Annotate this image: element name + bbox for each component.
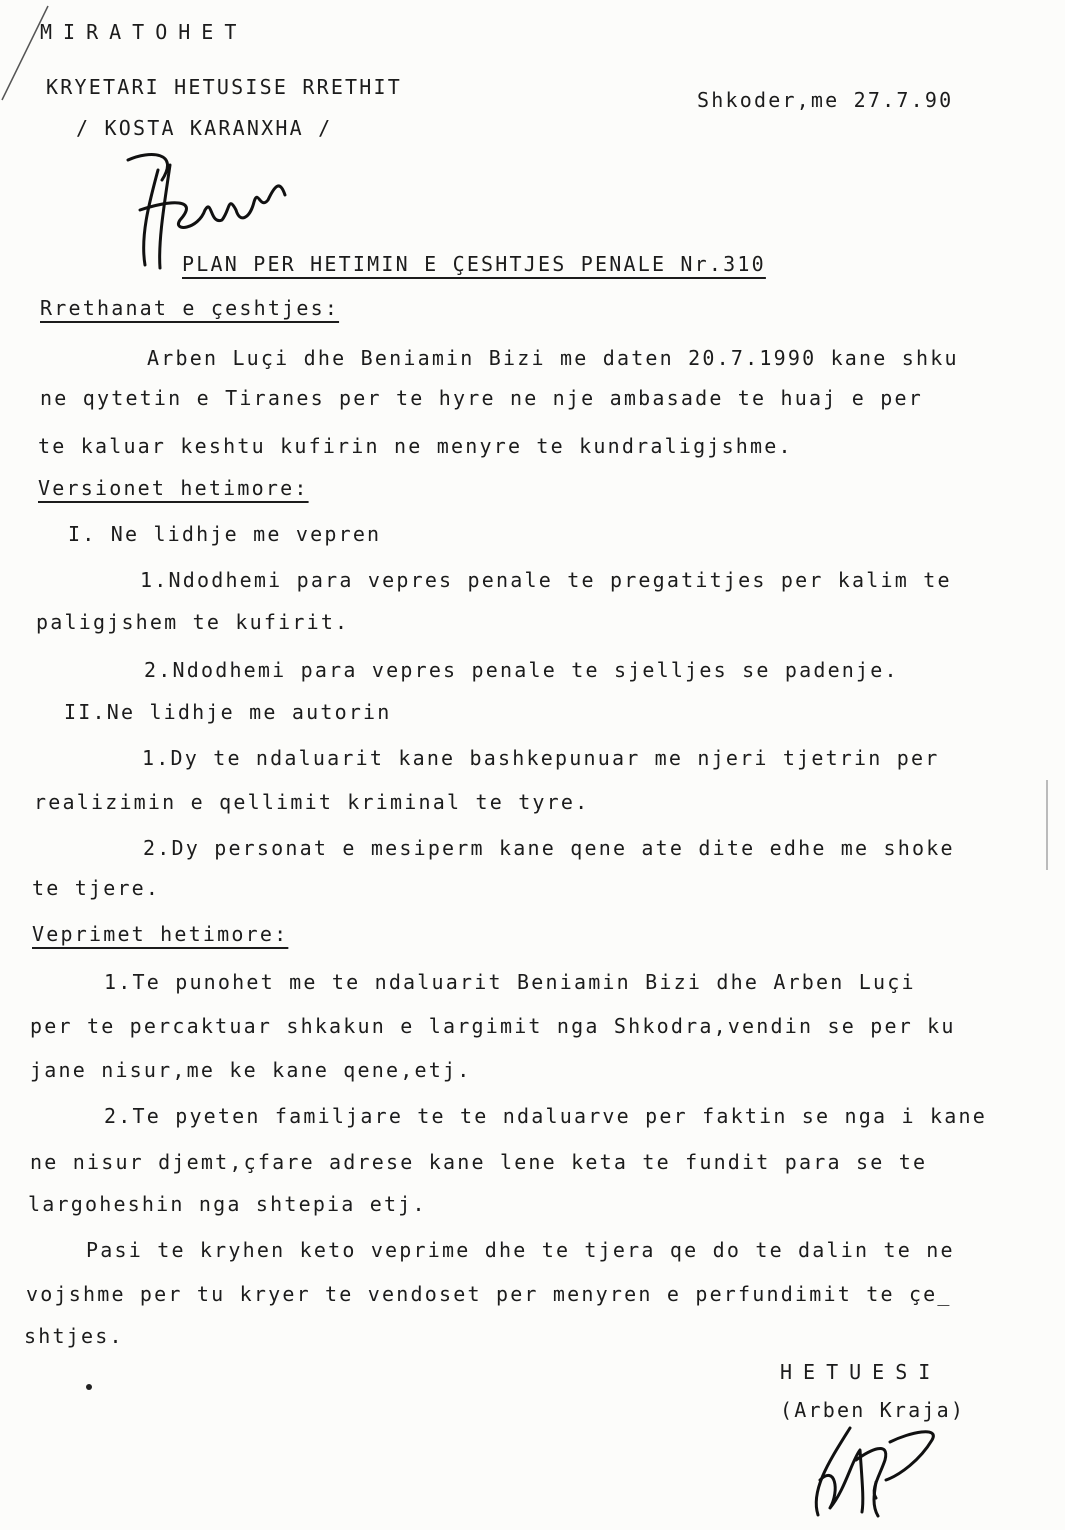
- version-item: 1.Ndodhemi para vepres penale te pregatitjes per kalim te: [140, 568, 952, 592]
- action-line: 2.Te pyeten familjare te te ndaluarve per faktin se nga i kane: [104, 1104, 987, 1128]
- section-heading-versions: Versionet hetimore:: [38, 476, 309, 500]
- document-title: PLAN PER HETIMIN E ÇESHTJES PENALE Nr.310: [182, 252, 766, 276]
- paper-edge-mark: [1046, 780, 1048, 870]
- approval-position: KRYETARI HETUSISE RRETHIT: [46, 75, 403, 99]
- action-line: ne nisur djemt,çfare adrese kane lene keta te fundit para se te: [30, 1150, 928, 1174]
- action-line: 1.Te punohet me te ndaluarit Beniamin Bizi dhe Arben Luçi: [104, 970, 916, 994]
- action-line: Pasi te kryhen keto veprime dhe te tjera qe do te dalin te ne: [86, 1238, 955, 1262]
- action-line: jane nisur,me ke kane qene,etj.: [30, 1058, 472, 1082]
- action-line: shtjes.: [24, 1324, 124, 1348]
- place-date: Shkoder,me 27.7.90: [697, 88, 954, 112]
- investigator-title: HETUESI: [780, 1360, 942, 1384]
- investigator-signature: [790, 1420, 960, 1530]
- circumstances-line: Arben Luçi dhe Beniamin Bizi me daten 20.7.1990 kane shku: [147, 346, 959, 370]
- version-group-heading: II.Ne lidhje me autorin: [64, 700, 392, 724]
- version-item: te tjere.: [32, 876, 161, 900]
- version-group-heading: I. Ne lidhje me vepren: [68, 522, 382, 546]
- version-item: 2.Ndodhemi para vepres penale te sjelljes se padenje.: [144, 658, 899, 682]
- circumstances-line: ne qytetin e Tiranes per te hyre ne nje ambasade te huaj e per: [40, 386, 923, 410]
- version-item: 2.Dy personat e mesiperm kane qene ate dite edhe me shoke: [143, 836, 955, 860]
- version-item: paligjshem te kufirit.: [36, 610, 350, 634]
- action-line: vojshme per tu kryer te vendoset per menyren e perfundimit te çe_: [26, 1282, 952, 1306]
- version-item: realizimin e qellimit kriminal te tyre.: [34, 790, 590, 814]
- ink-dot: [86, 1384, 92, 1390]
- approval-title: MIRATOHET: [40, 20, 248, 44]
- investigator-name: (Arben Kraja): [780, 1398, 966, 1422]
- section-heading-actions: Veprimet hetimore:: [32, 922, 289, 946]
- approval-name: / KOSTA KARANXHA /: [76, 116, 333, 140]
- paper-fold-line: [0, 0, 50, 110]
- action-line: per te percaktuar shkakun e largimit nga Shkodra,vendin se per ku: [30, 1014, 956, 1038]
- action-line: largoheshin nga shtepia etj.: [28, 1192, 427, 1216]
- version-item: 1.Dy te ndaluarit kane bashkepunuar me njeri tjetrin per: [142, 746, 940, 770]
- section-heading-circumstances: Rrethanat e çeshtjes:: [40, 296, 340, 320]
- circumstances-line: te kaluar keshtu kufirin ne menyre te kundraligjshme.: [38, 434, 793, 458]
